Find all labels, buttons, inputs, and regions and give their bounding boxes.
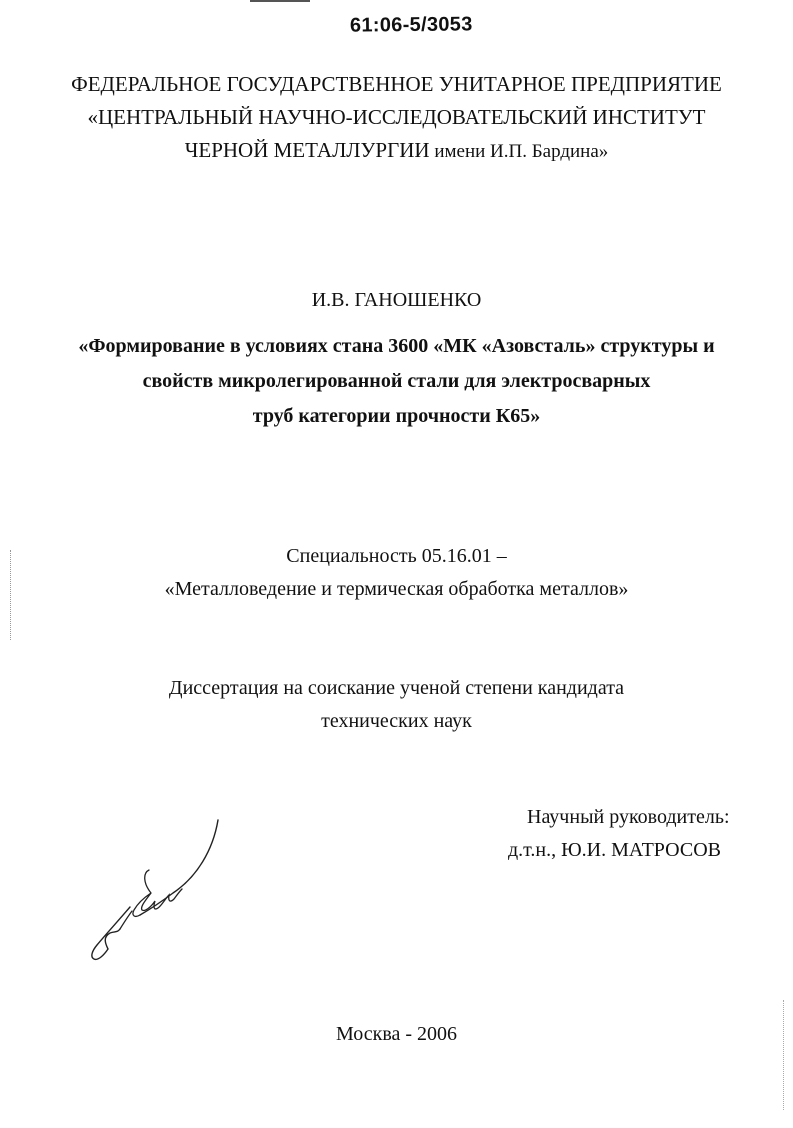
supervisor-label: Научный руководитель:	[527, 806, 730, 828]
title-line-3: труб категории прочности К65»	[252, 405, 541, 427]
organization-line-3	[0, 138, 793, 164]
catalog-number: 61:06-5/3053	[349, 13, 473, 37]
title-line-1: «Формирование в условиях стана 3600 «МК «Азовсталь» структуры и	[78, 335, 715, 357]
degree-line-1: Диссертация на соискание ученой степени кандидата	[168, 677, 625, 699]
degree-line-2: технических наук	[321, 710, 472, 732]
title-line-2: свойств микролегированной стали для электросварных	[142, 370, 651, 392]
supervisor-name: д.т.н., Ю.И. МАТРОСОВ	[508, 839, 721, 861]
place-and-year: Москва - 2006	[335, 1023, 458, 1045]
scan-margin-mark	[10, 550, 13, 640]
organization-line-1: ФЕДЕРАЛЬНОЕ ГОСУДАРСТВЕННОЕ УНИТАРНОЕ ПРЕДПРИЯТИЕ	[71, 72, 722, 96]
specialty-line-2: «Металловедение и термическая обработка металлов»	[164, 578, 629, 600]
author-name: И.В. ГАНОШЕНКО	[311, 289, 482, 311]
scan-mark	[250, 0, 310, 2]
specialty-line-1: Специальность 05.16.01 –	[286, 545, 507, 567]
organization-line-2: «ЦЕНТРАЛЬНЫЙ НАУЧНО-ИССЛЕДОВАТЕЛЬСКИЙ ИНСТИТУТ	[87, 105, 706, 129]
organization-line-3-caps: ЧЕРНОЙ МЕТАЛЛУРГИИ	[184, 138, 430, 162]
scan-edge-mark	[783, 1000, 786, 1110]
organization-line-3-rest: имени И.П. Бардина»	[429, 141, 609, 162]
handwritten-signature	[85, 815, 230, 965]
